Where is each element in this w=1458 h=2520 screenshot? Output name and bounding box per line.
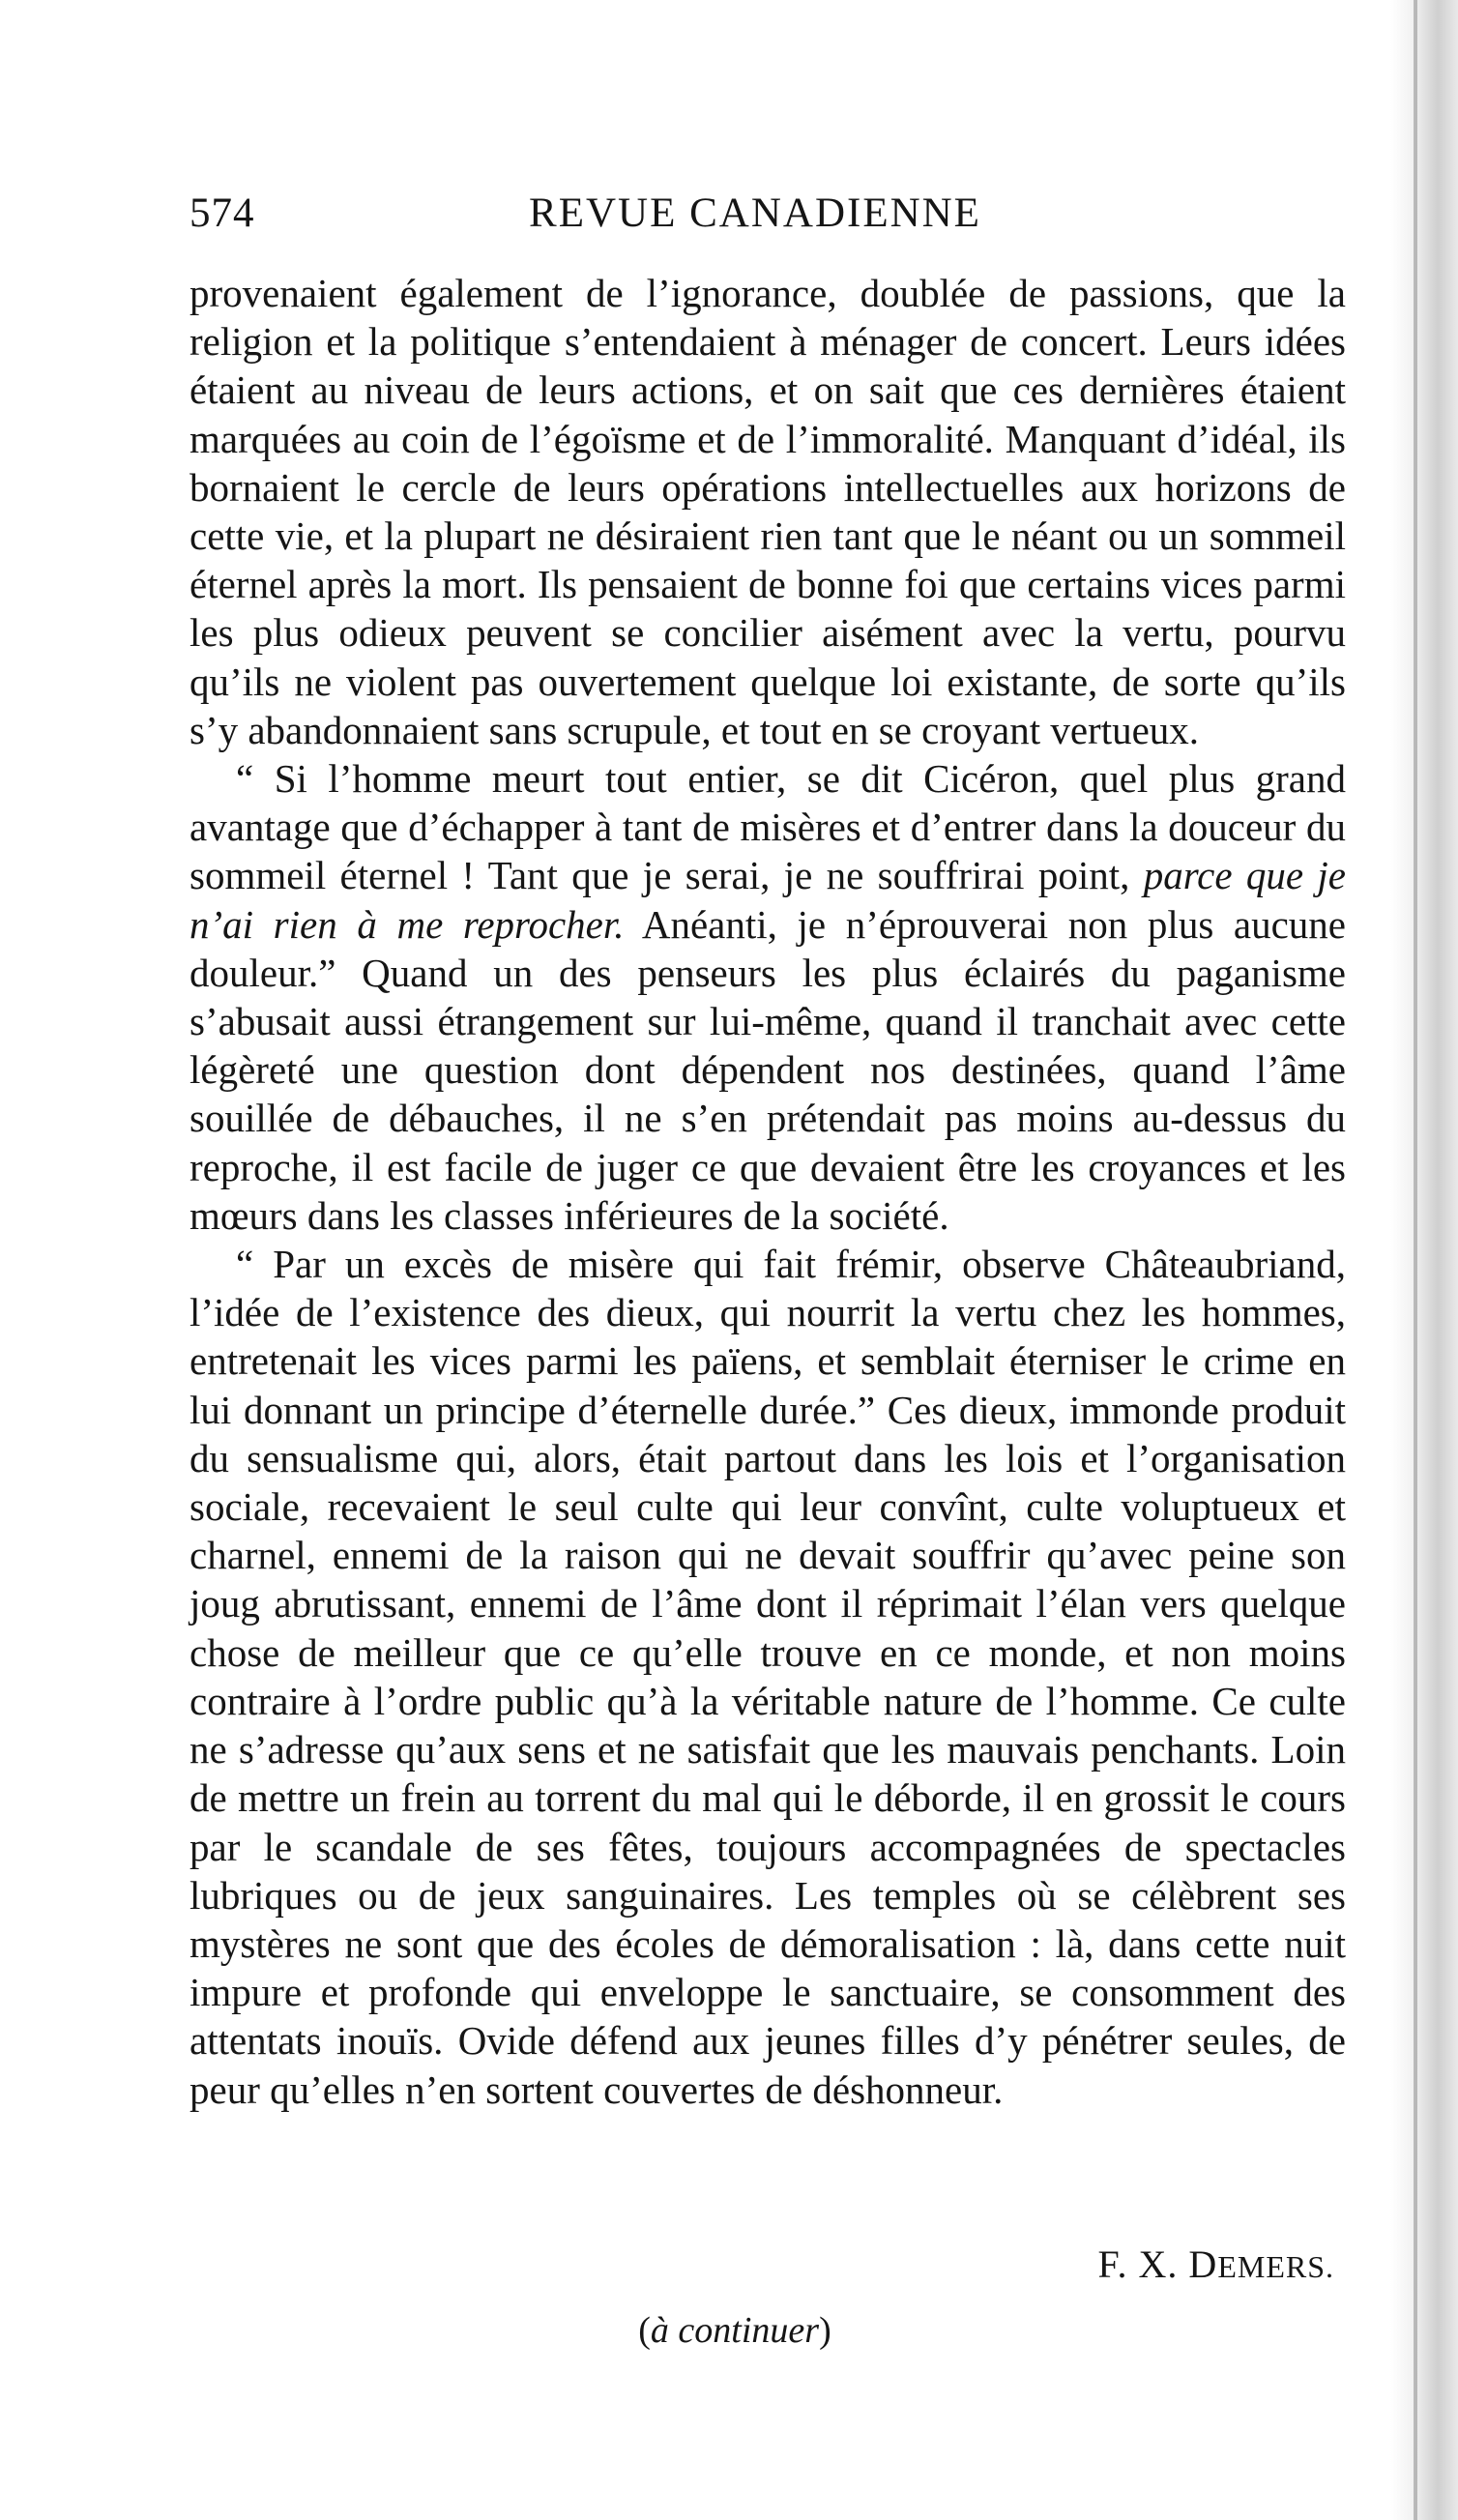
page-number: 574 xyxy=(190,190,255,236)
author-signature xyxy=(967,2242,1334,2287)
paragraph-2-text-end: Anéanti, je n’éprouverai non plus aucune douleur.” Quand un des penseurs les plus éclairés du paganisme s’abusait aussi étrangement sur lui-même, quand il tranchait avec cette légèreté une question dont dépendent nos destinées, quand l’âme souillée de débauches, il ne s’en prétendait pas moins au-dessus du reproche, il est facile de juger ce que devaient être les croyances et les mœurs dans les classes inférieures de la société. xyxy=(190,901,1346,1238)
paragraph-2 xyxy=(190,754,1346,1240)
paragraph-3: “ Par un excès de misère qui fait frémir, observe Châteaubriand, l’idée de l’existence des dieux, qui nourrit la vertu chez les hommes, entretenait les vices parmi les païens, et semblait éterniser le crime en lui donnant un principe d’éternelle durée.” Ces dieux, immonde produit du sensualisme qui, alors, était partout dans les lois et l’organisation sociale, recevaient le seul culte qui leur convînt, culte voluptueux et charnel, ennemi de la raison qui ne devait souffrir qu’avec peine son joug abrutissant, ennemi de l’âme dont il réprimait l’élan vers quelque chose de meilleur que ce qu’elle trouve en ce monde, et non moins contraire à l’ordre public qu’à la véritable nature de l’homme. Ce culte ne s’adresse qu’aux sens et ne satisfait que les mauvais penchants. Loin de mettre un frein au torrent du mal qui le déborde, il en grossit le cours par le scandale de ses fêtes, toujours accompagnées de spectacles lubriques ou de jeux sanguinaires. Les temples où se célèbrent ses mystères ne sont que des écoles de démoralisation : là, dans cette nuit impure et profonde qui enveloppe le sanctuaire, se consomment des attentats inouïs. Ovide défend aux jeunes filles d’y pénétrer seules, de peur qu’elles n’en sortent couvertes de déshonneur. xyxy=(190,1242,1346,2112)
scanned-page-edge xyxy=(1390,0,1458,2520)
continuation-text: à continuer xyxy=(650,2310,820,2351)
signature-initials: F. X. D xyxy=(1097,2242,1218,2286)
continuation-note xyxy=(483,2309,986,2352)
article-body xyxy=(190,269,1346,2114)
paragraph-1: provenaient également de l’ignorance, doublée de passions, que la religion et la politique s’entendaient à ménager de concert. Leurs idées étaient au niveau de leurs actions, et on sait que ces dernières étaient marquées au coin de l’égoïsme et de l’immoralité. Manquant d’idéal, ils bornaient le cercle de leurs opérations intellectuelles aux horizons de cette vie, et la plupart ne désiraient rien tant que le néant ou un sommeil éternel après la mort. Ils pensaient de bonne foi que certains vices parmi les plus odieux peuvent se concilier aisément avec la vertu, pourvu qu’ils ne violent pas ouvertement quelque loi existante, de sorte qu’ils s’y abandonnaient sans scrupule, et tout en se croyant vertueux. xyxy=(190,271,1346,752)
continuation-open-paren: ( xyxy=(638,2310,651,2351)
continuation-close-paren: ) xyxy=(819,2310,831,2351)
paragraph-2-text-start: “ Si l’homme meurt tout entier, se dit Cicéron, quel plus grand avantage que d’échapper à tant de misères et d’entrer dans la douceur du sommeil éternel ! Tant que je serai, je ne souffrirai point, xyxy=(190,756,1346,898)
paragraph-2-italic-quote: parce que je n’ai rien à me reprocher. xyxy=(190,853,1346,947)
page-header xyxy=(190,190,1321,248)
running-title: REVUE CANADIENNE xyxy=(529,190,981,236)
scanned-page-edge-line xyxy=(1414,0,1417,2520)
signature-surname-rest: EMERS. xyxy=(1217,2249,1334,2284)
